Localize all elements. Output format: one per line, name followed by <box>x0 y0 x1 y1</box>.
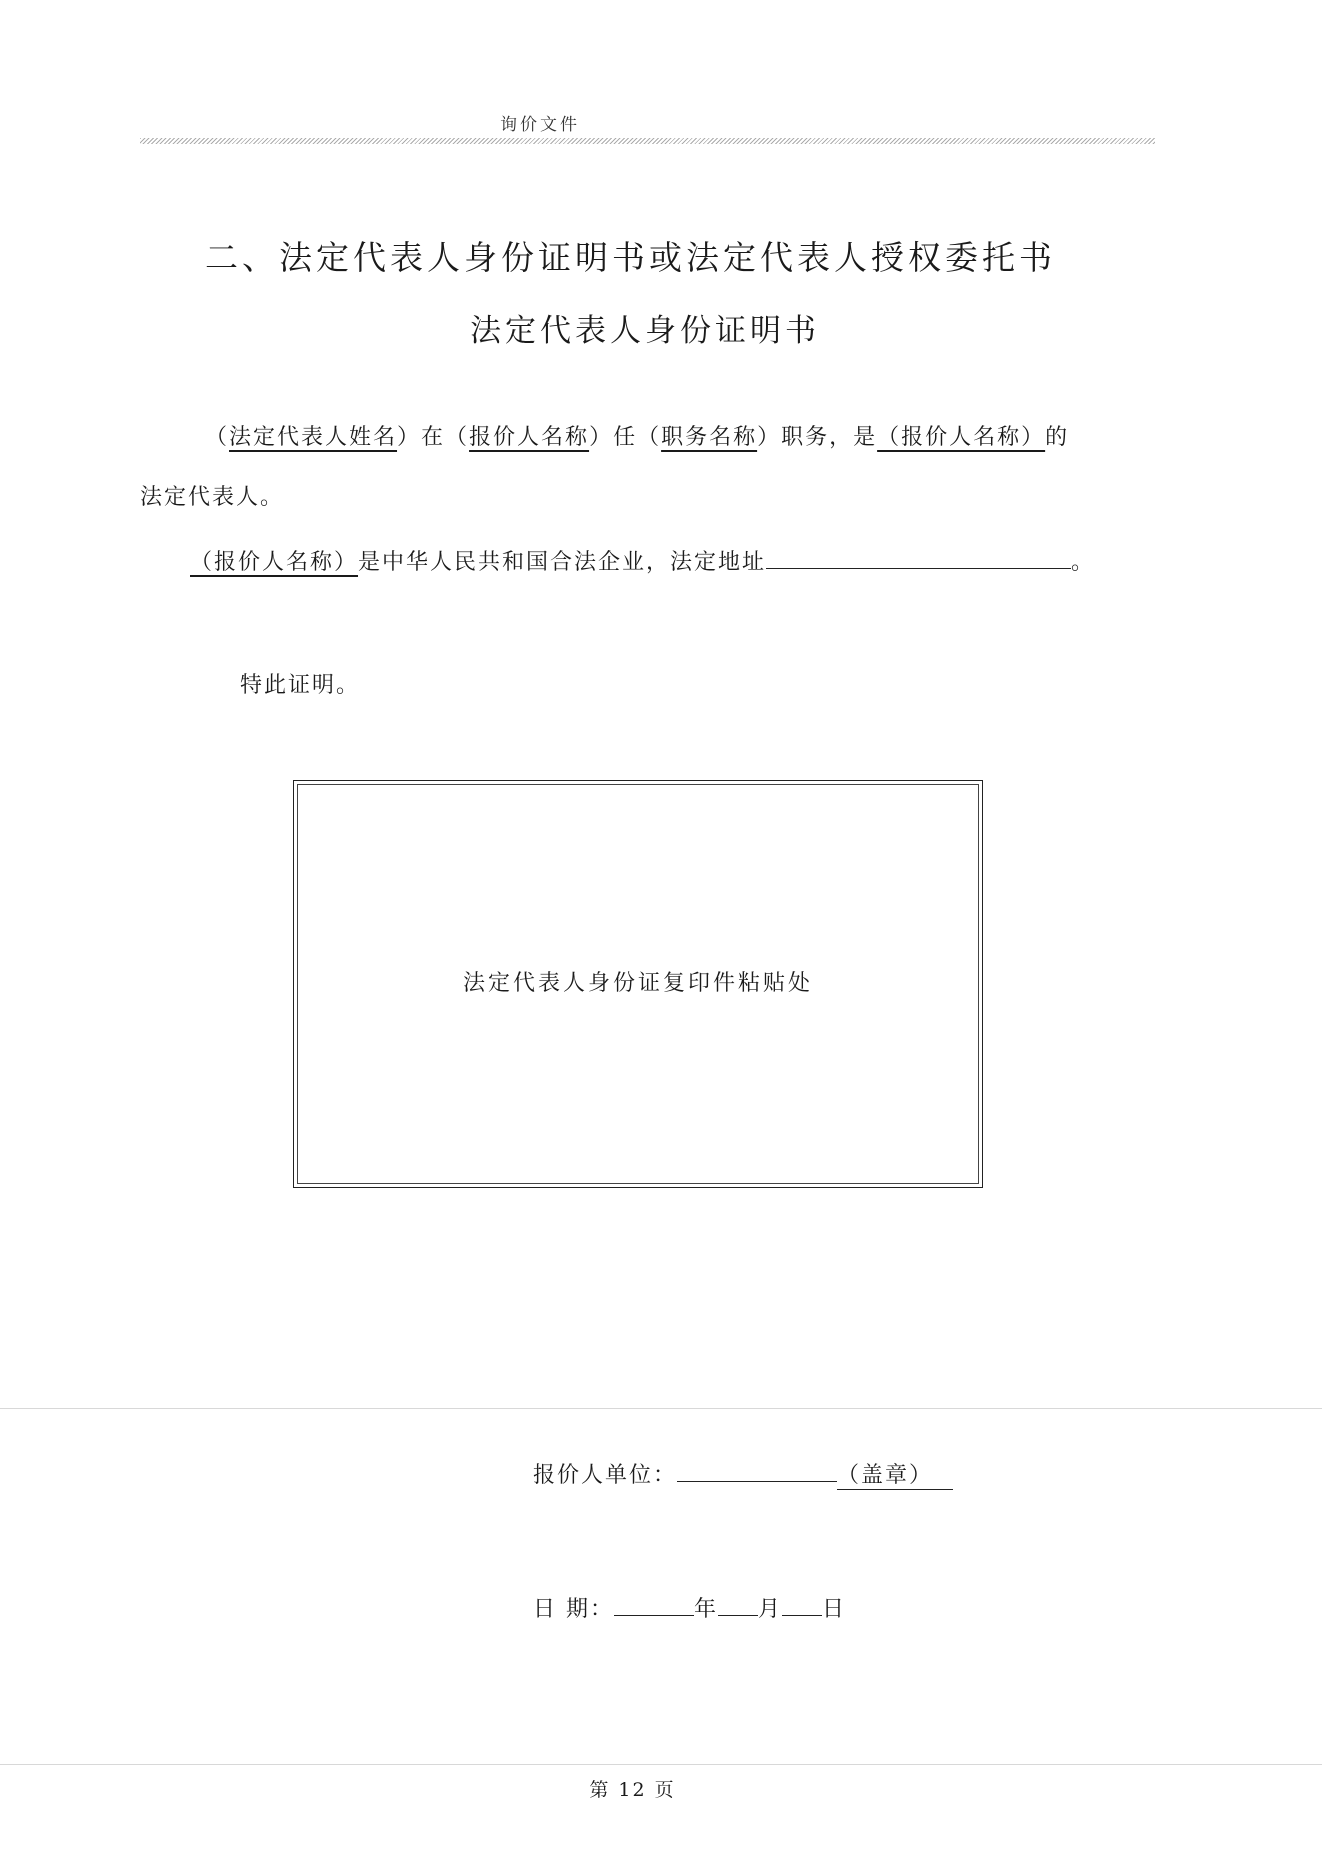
paragraph-1-text-a: （ <box>205 425 230 450</box>
paragraph-1-text-c: ）任（ <box>589 425 662 450</box>
seal-label: （盖章） <box>837 1458 953 1490</box>
date-label: 日 期： <box>533 1597 614 1622</box>
date-row <box>533 1592 846 1623</box>
year-blank[interactable] <box>614 1595 694 1616</box>
paragraph-1-line-2: 法定代表人。 <box>140 485 285 510</box>
paragraph-1-text-e: 的 <box>1045 425 1070 450</box>
section-title: 二、法定代表人身份证明书或法定代表人授权委托书 <box>205 238 1056 277</box>
certify-text: 特此证明。 <box>240 673 361 698</box>
paragraph-1-text-d: ）职务，是 <box>757 425 878 450</box>
paragraph-1-line-1 <box>205 420 1069 451</box>
id-copy-box-label: 法定代表人身份证复印件粘贴处 <box>462 971 813 996</box>
document-title: 法定代表人身份证明书 <box>470 313 820 349</box>
address-blank[interactable] <box>766 548 1071 569</box>
paragraph-2-text: 是中华人民共和国合法企业，法定地址 <box>358 550 767 575</box>
day-blank[interactable] <box>782 1595 822 1616</box>
bidder-name-field-2: （报价人名称） <box>877 425 1046 450</box>
faint-rule-mid <box>0 1408 1322 1409</box>
day-label: 日 <box>822 1597 847 1622</box>
faint-rule-bottom <box>0 1764 1322 1765</box>
month-label: 月 <box>758 1597 783 1622</box>
year-label: 年 <box>694 1597 719 1622</box>
paragraph-2-end: 。 <box>1071 550 1096 575</box>
bidder-unit-label: 报价人单位： <box>533 1463 678 1488</box>
paragraph-2 <box>190 545 1095 576</box>
month-blank[interactable] <box>718 1595 758 1616</box>
id-copy-box <box>293 780 983 1188</box>
signature-row <box>533 1458 953 1490</box>
representative-name-field: 法定代表人姓名 <box>229 425 398 450</box>
bidder-name-field-1: 报价人名称 <box>469 425 590 450</box>
bidder-unit-blank[interactable] <box>677 1461 837 1482</box>
paragraph-1-text-b: ）在（ <box>397 425 470 450</box>
position-field: 职务名称 <box>661 425 758 450</box>
bidder-name-field-3: （报价人名称） <box>190 550 359 575</box>
header-text: 询价文件 <box>500 115 580 135</box>
page-number: 第 12 页 <box>589 1779 676 1801</box>
header-rule <box>140 138 1155 144</box>
